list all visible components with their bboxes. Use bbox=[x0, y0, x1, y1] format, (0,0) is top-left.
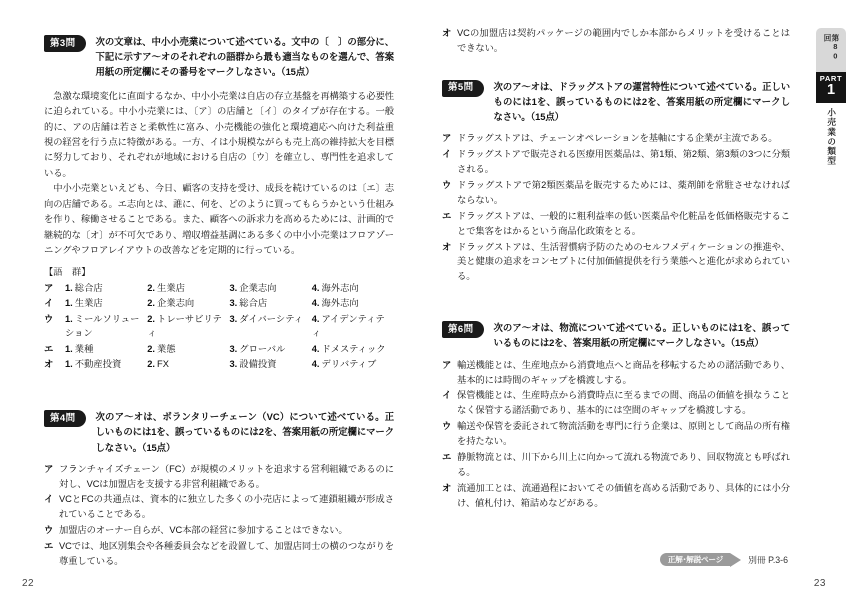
choice-text: VCとFCの共通点は、資本的に独立した多くの小売店によって連鎖組織が形成されていることである。 bbox=[59, 494, 394, 520]
choice-text: ドラッグストアは、一般的に粗利益率の低い医薬品や化粧品を低価格販売することで集客をはかるという商品化政策をとる。 bbox=[457, 210, 790, 236]
goqun-option[interactable] bbox=[230, 341, 312, 357]
goqun-row-mark: ウ bbox=[44, 314, 54, 325]
question-3-passage bbox=[44, 89, 394, 259]
thumb-index-part-label: PART bbox=[819, 74, 843, 83]
goqun-option-text: FX bbox=[157, 359, 169, 370]
choice-mark: イ bbox=[442, 390, 452, 401]
choice-mark: エ bbox=[44, 541, 54, 552]
choice-item[interactable] bbox=[442, 178, 790, 208]
question-4-badge: 第4問 bbox=[44, 410, 86, 427]
choice-item[interactable] bbox=[44, 523, 394, 538]
goqun-option[interactable] bbox=[65, 296, 147, 312]
goqun-option[interactable] bbox=[147, 357, 229, 373]
goqun-option-number: 4. bbox=[311, 282, 320, 293]
answer-page-ref-text: 別冊 P.3-6 bbox=[748, 555, 788, 565]
question-3-passage-para-1: 急激な環境変化に直面するなか、中小小売業は自店の存立基盤を再構築する必要性に迫られている。中小小売業には、〔ア〕の店舗と〔イ〕のタイプが存在する。一般的に、アの店舗は若さと柔軟性に富み、小売機能の強化と環境適応へ向けた利益重視の経営を行う点に特徴がある。一方、イは小規模ながらも売上高の維持拡大を目標に努力しており、それぞれが地域における自店の〔ウ〕を確立し、専門性を追求している。 bbox=[44, 90, 394, 178]
goqun-option-text: トレーサビリティ bbox=[147, 314, 222, 338]
goqun-option-number: 3. bbox=[229, 298, 238, 309]
question-block-4 bbox=[44, 409, 394, 569]
goqun-option[interactable] bbox=[230, 357, 312, 373]
choice-text: 静脈物流とは、川下から川上に向かって流れる物流であり、回収物流とも呼ばれる。 bbox=[457, 451, 790, 477]
goqun-option-text: 設備投資 bbox=[239, 359, 277, 370]
goqun-option[interactable] bbox=[312, 296, 394, 312]
page-number-right: 23 bbox=[813, 578, 826, 589]
question-5-header bbox=[442, 79, 790, 125]
goqun-option-text: 海外志向 bbox=[321, 298, 359, 309]
goqun-option-number: 1. bbox=[65, 314, 73, 325]
goqun-row bbox=[44, 312, 394, 341]
goqun-table bbox=[44, 280, 394, 373]
thumb-index-title bbox=[816, 108, 846, 166]
goqun-option-number: 4. bbox=[311, 343, 320, 354]
goqun-option-number: 2. bbox=[147, 298, 156, 309]
goqun-option-text: 生業店 bbox=[74, 298, 103, 309]
goqun-option[interactable] bbox=[312, 357, 394, 373]
choice-item[interactable] bbox=[44, 462, 394, 492]
choice-text: ドラッグストアで販売される医療用医薬品は、第1類、第2類、第3類の3つに分類される。 bbox=[457, 149, 790, 175]
choice-text: 保管機能とは、生産時点から消費時点に至るまでの間、商品の価値を損なうことなく保管する諸活動であり、基本的には空間のギャップを橋渡しする。 bbox=[457, 390, 790, 416]
choice-mark: オ bbox=[442, 482, 452, 493]
goqun-option[interactable] bbox=[230, 296, 312, 312]
goqun-option-text: ドメスティック bbox=[321, 343, 386, 354]
goqun-option-text: 業態 bbox=[157, 343, 176, 354]
choice-item[interactable] bbox=[442, 209, 790, 239]
choice-item[interactable] bbox=[442, 388, 790, 418]
choice-mark: ウ bbox=[442, 421, 452, 432]
choice-text: 輸送や保管を委託されて物流活動を専門に行う企業は、原則として商品の所有権を持たない。 bbox=[457, 421, 790, 447]
question-3-header bbox=[44, 34, 394, 80]
goqun-option-number: 4. bbox=[311, 359, 320, 370]
thumb-index-kai bbox=[816, 28, 846, 72]
choice-text: ドラッグストアで第2類医薬品を販売するためには、薬剤師を常駐させなければならない。 bbox=[457, 180, 790, 205]
question-3-stem: 次の文章は、中小小売業について述べている。文中の〔 〕の部分に、下記に示すア～オのそれぞれの語群から最も適当なものを選んで、答案用紙の所定欄にその番号をマークしなさい。（15点） bbox=[95, 36, 394, 78]
choice-mark: オ bbox=[442, 28, 452, 38]
choice-mark: ア bbox=[442, 359, 452, 370]
goqun-option[interactable] bbox=[147, 341, 229, 357]
goqun-row bbox=[44, 357, 394, 373]
goqun-option-text: ダイバーシティ bbox=[239, 314, 304, 325]
choice-mark: ウ bbox=[442, 180, 452, 191]
goqun-option[interactable] bbox=[65, 312, 147, 341]
choice-mark: エ bbox=[442, 451, 452, 462]
question-6-choices bbox=[442, 358, 790, 511]
answer-page-tag: 正解･解説ページ bbox=[660, 553, 730, 566]
choice-text: 輸送機能とは、生産地点から消費地点へと商品を移転するための諸活動であり、基本的には時間のギャップを橋渡しする。 bbox=[457, 359, 790, 385]
thumb-index-part-number: 1 bbox=[826, 82, 836, 99]
goqun-option-number: 2. bbox=[147, 282, 156, 293]
goqun-title: 【語 群】 bbox=[44, 267, 91, 278]
question-6-stem: 次のア～オは、物流について述べている。正しいものには1を、誤っているものには2を、答案用紙の所定欄にマークしなさい。（15点） bbox=[493, 322, 790, 349]
question-4-stem: 次のア～オは、ボランタリーチェーン（VC）について述べている。正しいものには1を、誤っているものには2を、答案用紙の所定欄にマークしなさい。（15点） bbox=[95, 411, 394, 453]
thumb-index-kai-label: 第80回 bbox=[823, 34, 840, 61]
section-spacer bbox=[442, 290, 790, 320]
goqun-option[interactable] bbox=[147, 280, 229, 296]
goqun-option-number: 3. bbox=[229, 343, 238, 354]
choice-item[interactable] bbox=[442, 131, 790, 146]
goqun-option-text: 総合店 bbox=[74, 282, 103, 293]
question-4-header bbox=[44, 409, 394, 455]
choice-text: VCでは、地区別集会や各種委員会などを設置して、加盟店同士の横のつながりを尊重している。 bbox=[59, 541, 394, 566]
question-3-passage-para-2: 中小小売業といえども、今日、顧客の支持を受け、成長を続けているのは〔エ〕志向の店舗である。エ志向とは、誰に、何を、どのように買ってもらうかという仕組みを作り、稼働させることである。また、顧客への訴求力を高めるためには、計画的で継続的な〔オ〕が不可欠であり、増収増益基調にある多くの中小小売業はフロアゾーニングやフロアレイアウトの改善などを定期的に行っている。 bbox=[44, 183, 394, 255]
question-6-header bbox=[442, 320, 790, 350]
choice-item[interactable] bbox=[442, 147, 790, 177]
choice-mark: エ bbox=[442, 210, 452, 221]
question-3-badge: 第3問 bbox=[44, 35, 86, 52]
choice-text: VCの加盟店は契約パッケージの範囲内でしか本部からメリットを受けることはできない。 bbox=[457, 28, 790, 53]
section-spacer bbox=[44, 379, 394, 409]
goqun-option-number: 1. bbox=[65, 282, 73, 293]
goqun-option[interactable] bbox=[312, 280, 394, 296]
goqun-option[interactable] bbox=[147, 312, 229, 341]
thumb-index-part bbox=[816, 72, 846, 103]
thumb-index-title-text: 小売業の類型 bbox=[826, 108, 837, 166]
goqun-option-number: 2. bbox=[147, 343, 156, 354]
goqun-option-text: 企業志向 bbox=[239, 282, 277, 293]
goqun-row bbox=[44, 280, 394, 296]
goqun-row bbox=[44, 341, 394, 357]
choice-item[interactable] bbox=[442, 419, 790, 449]
goqun-option-number: 1. bbox=[65, 343, 73, 354]
goqun-option-text: 生業店 bbox=[157, 282, 185, 293]
goqun-option-text: 業種 bbox=[74, 343, 94, 354]
choice-mark: ア bbox=[44, 463, 54, 474]
answer-page-reference bbox=[660, 553, 788, 566]
goqun-option[interactable] bbox=[65, 341, 147, 357]
goqun-option-number: 3. bbox=[229, 359, 238, 370]
goqun-option-text: 不動産投資 bbox=[74, 359, 122, 370]
goqun-row-mark: エ bbox=[44, 343, 54, 354]
goqun-option-text: 総合店 bbox=[239, 298, 268, 309]
goqun-option-text: 海外志向 bbox=[321, 282, 359, 293]
goqun-option[interactable] bbox=[65, 280, 147, 296]
question-4-choices bbox=[44, 462, 394, 569]
goqun-option-number: 1. bbox=[65, 359, 73, 370]
goqun-option-text: ミールソリューション bbox=[65, 314, 140, 338]
question-5-stem: 次のア～オは、ドラッグストアの運営特性について述べている。正しいものには1を、誤っているものには2を、答案用紙の所定欄にマークしなさい。（15点） bbox=[493, 80, 790, 123]
section-spacer bbox=[442, 57, 790, 79]
goqun-option[interactable] bbox=[147, 296, 229, 312]
choice-mark: ア bbox=[442, 133, 452, 144]
goqun-option-text: アイデンティティ bbox=[311, 314, 385, 338]
thumb-index bbox=[816, 28, 846, 166]
left-page bbox=[0, 0, 420, 602]
question-5-choices bbox=[442, 131, 790, 284]
question-block-6 bbox=[442, 320, 790, 510]
goqun-option[interactable] bbox=[312, 312, 394, 341]
goqun-option[interactable] bbox=[312, 341, 394, 357]
choice-mark: オ bbox=[442, 241, 452, 252]
choice-item[interactable] bbox=[44, 492, 394, 522]
choice-mark: イ bbox=[44, 494, 54, 505]
goqun-option-text: デリバティブ bbox=[321, 359, 377, 370]
question-block-3 bbox=[44, 34, 394, 373]
page-number-left: 22 bbox=[22, 578, 35, 589]
choice-item[interactable] bbox=[44, 539, 394, 569]
goqun-option-text: グローバル bbox=[239, 343, 286, 354]
choice-item[interactable] bbox=[442, 26, 790, 56]
choice-text: ドラッグストアは、チェーンオペレーションを基軸にする企業が主流である。 bbox=[457, 133, 778, 144]
goqun-option-number: 4. bbox=[311, 314, 320, 325]
goqun-row-mark: イ bbox=[44, 298, 54, 309]
choice-text: 加盟店のオーナー自らが、VC本部の経営に参加することはできない。 bbox=[59, 525, 348, 536]
choice-mark: イ bbox=[442, 149, 452, 160]
choice-item[interactable] bbox=[442, 481, 790, 511]
question-block-5 bbox=[442, 79, 790, 284]
choice-mark: ウ bbox=[44, 525, 54, 536]
goqun-option[interactable] bbox=[65, 357, 147, 373]
question-4-continued-choices bbox=[442, 26, 790, 56]
choice-item[interactable] bbox=[442, 240, 790, 285]
question-5-badge: 第5問 bbox=[442, 80, 484, 97]
goqun-option-text: 企業志向 bbox=[157, 298, 195, 309]
goqun-option-number: 2. bbox=[147, 314, 156, 325]
goqun-row-mark: ア bbox=[44, 282, 54, 293]
goqun-option-number: 3. bbox=[229, 282, 238, 293]
goqun-option-number: 1. bbox=[65, 298, 73, 309]
choice-item[interactable] bbox=[442, 450, 790, 480]
question-6-badge: 第6問 bbox=[442, 321, 484, 338]
goqun-option-number: 2. bbox=[147, 359, 156, 370]
goqun-option[interactable] bbox=[230, 312, 312, 341]
right-page bbox=[420, 0, 850, 602]
goqun-row-mark: オ bbox=[44, 359, 54, 370]
choice-text: フランチャイズチェーン（FC）が規模のメリットを追求する営利組織であるのに対し、VCは加盟店を支援する非営利組織である。 bbox=[59, 463, 394, 489]
goqun-option-number: 3. bbox=[229, 314, 238, 325]
choice-text: ドラッグストアは、生活習慣病予防のためのセルフメディケーションの推進や、美と健康の追求をコンセプトに付加価値提供を行う業態へと進化が求められている。 bbox=[457, 241, 790, 282]
goqun-option-number: 4. bbox=[311, 298, 320, 309]
goqun-option[interactable] bbox=[230, 280, 312, 296]
choice-item[interactable] bbox=[442, 358, 790, 388]
choice-text: 流通加工とは、流通過程においてその価値を高める活動であり、具体的には小分け、値札付け、箱詰めなどがある。 bbox=[457, 482, 790, 508]
goqun-row bbox=[44, 296, 394, 312]
